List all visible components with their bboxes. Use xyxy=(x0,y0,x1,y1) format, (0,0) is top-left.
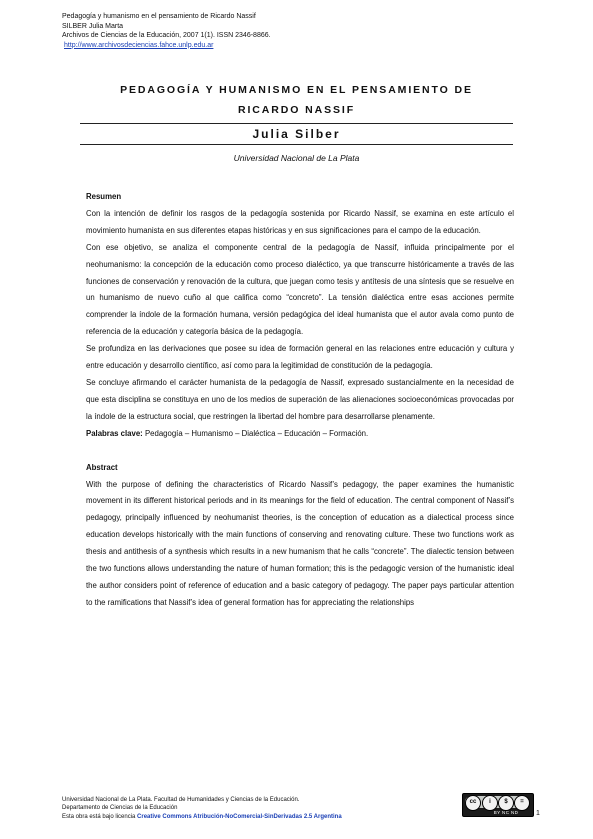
resumen-paragraph-4: Se concluye afirmando el carácter humanista de la pedagogía de Nassif, expresado sustancialmente en la necesidad de que esta disciplina se constituya en uno de los medios de superación de las alienaciones socioeconómicas provocadas por la índole de la estructura social, que restringen la libertad del hombre para desarrollarse plenamente. xyxy=(86,377,514,421)
keywords-line xyxy=(86,426,514,443)
page-footer xyxy=(62,796,342,821)
resumen-paragraph-1: Con la intención de definir los rasgos de la pedagogía sostenida por Ricardo Nassif, se examina en este artículo el movimiento humanista en sus diferentes etapas históricas y en sus significaciones para el campo de la educación. xyxy=(86,208,514,235)
cc-badge-label: BY NC ND xyxy=(493,810,519,815)
header-author: SILBER Julia Marta xyxy=(62,22,124,30)
license-link[interactable]: Creative Commons Atribución-NoComercial-SinDerivadas 2.5 Argentina xyxy=(137,813,342,820)
journal-url-link[interactable]: http://www.archivosdeciencias.fahce.unlp.edu.ar xyxy=(64,41,214,49)
author-affiliation: Universidad Nacional de La Plata xyxy=(233,153,360,163)
cc-icon: cc xyxy=(465,795,481,811)
section-gap xyxy=(86,443,514,460)
running-header xyxy=(62,12,271,50)
noderivatives-icon: = xyxy=(514,795,530,811)
author-rule-bottom xyxy=(80,144,513,145)
header-journal: Archivos de Ciencias de la Educación, 2007 1(1). ISSN 2346-8866. xyxy=(62,32,271,39)
footer-university: Universidad Nacional de La Plata. Facultad de Humanidades y Ciencias de la Educación. xyxy=(62,797,300,803)
creative-commons-badge[interactable] xyxy=(462,793,534,817)
page-number: 1 xyxy=(536,810,540,817)
article-title-line1: PEDAGOGÍA Y HUMANISMO EN EL PENSAMIENTO DE xyxy=(120,84,473,96)
resumen-paragraph-3: Se profundiza en las derivaciones que posee su idea de formación general en las relaciones entre educación y cultura y entre educación y desarrollo científico, así como para la legitimidad de constitución de la pedagogía. xyxy=(86,344,514,371)
author-rule-top xyxy=(80,123,513,124)
article-title-line2: RICARDO NASSIF xyxy=(237,104,356,116)
abstract-paragraph: With the purpose of defining the characteristics of Ricardo Nassif’s pedagogy, the paper examines the humanistic movement in its different historical periods and in its meanings for the field of education. The central component of Nassif’s pedagogy, principally influenced by neohumanist theories, is the conception of education as a dialectical process since education develops historically with the main functions of conserving and renovating culture. These two functions work as thesis and antithesis of a synthesis which results in a new humanism that he calls “concrete”. The dialectic tension between the two functions allows understanding the nature of human formation; this is the pedagogic version of the humanistic ideal the author considers point of reference of education and a basic category of pedagogy. The paper pays particular attention to the ramifications that Nassif’s idea of general formation has for appreciating the relationships xyxy=(86,479,514,607)
article-title xyxy=(80,80,513,120)
resumen-heading: Resumen xyxy=(86,192,122,201)
author-name: Julia Silber xyxy=(252,127,341,141)
footer-department: Departamento de Ciencias de la Educación xyxy=(62,805,178,812)
keywords-list: Pedagogía – Humanismo – Dialéctica – Educación – Formación. xyxy=(142,428,369,438)
footer-license-prefix: Esta obra está bajo licencia xyxy=(62,813,138,820)
keywords-label: Palabras clave: xyxy=(86,428,143,438)
resumen-paragraph-2: Con ese objetivo, se analiza el componente central de la pedagogía de Nassif, influida principalmente por el neohumanismo: la concepción de la educación como proceso dialéctico, ya que transcurre históricamente a través de las funciones de conservación y renovación de la cultura, que juegan como tesis y antítesis de una síntesis que se resuelve en un humanismo de nuevo cuño al que califica como “concreto”. La tensión dialéctica entre esas acciones permite comprender la índole de la formación humana, versión pedagógica del ideal humanista que el autor avala como punto de referencia de la educación y categoría básica de la pedagogía. xyxy=(86,242,514,337)
noncommercial-icon: $ xyxy=(498,795,514,811)
header-article-title: Pedagogía y humanismo en el pensamiento de Ricardo Nassif xyxy=(62,13,256,20)
footer-license-line xyxy=(62,813,342,821)
article-body xyxy=(86,189,514,612)
by-attribution-icon: i xyxy=(482,795,498,811)
abstract-heading: Abstract xyxy=(86,462,118,472)
